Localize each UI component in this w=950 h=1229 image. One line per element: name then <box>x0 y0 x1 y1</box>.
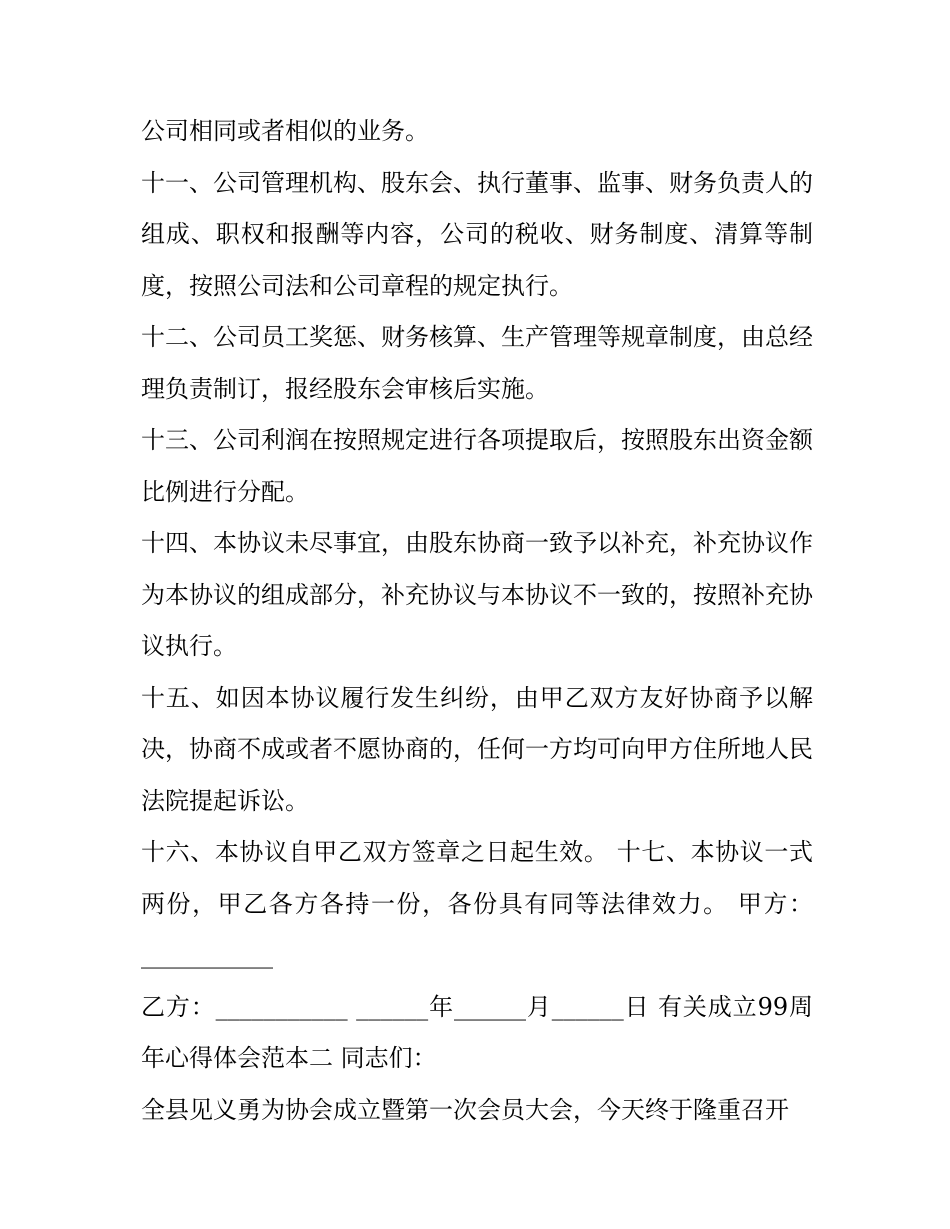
paragraph-clause-15: 十五、如因本协议履行发生纠纷，由甲乙双方友好协商予以解决，协商不成或者不愿协商的，任何一方均可向甲方住所地人民法院提起诉讼。 <box>141 683 813 815</box>
document-body <box>141 106 813 1136</box>
paragraph-clause-11: 十一、公司管理机构、股东会、执行董事、监事、财务负责人的组成、职权和报酬等内容，公司的税收、财务制度、清算等制度，按照公司法和公司章程的规定执行。 <box>141 168 813 300</box>
paragraph-party-b-date: 乙方：___________ ______年______月______日 有关成立99周年心得体会范本二 同志们： <box>141 992 813 1072</box>
paragraph-speech-opening: 全县见义勇为协会成立暨第一次会员大会，今天终于隆重召开 <box>141 1095 789 1124</box>
paragraph-clause-14: 十四、本协议未尽事宜，由股东协商一致予以补充，补充协议作为本协议的组成部分，补充协议与本协议不一致的，按照补充协议执行。 <box>141 529 813 660</box>
paragraph-clause-16-17-party-a: 十六、本协议自甲乙双方签章之日起生效。 十七、本协议一式两份，甲乙各方各持一份，各份具有同等法律效力。 甲方：___________ <box>141 838 813 969</box>
paragraph-clause-12: 十二、公司员工奖惩、财务核算、生产管理等规章制度，由总经理负责制订，报经股东会审核后实施。 <box>141 323 813 403</box>
paragraph-continuation: 公司相同或者相似的业务。 <box>141 117 429 145</box>
paragraph-clause-13: 十三、公司利润在按照规定进行各项提取后，按照股东出资金额比例进行分配。 <box>141 426 813 506</box>
